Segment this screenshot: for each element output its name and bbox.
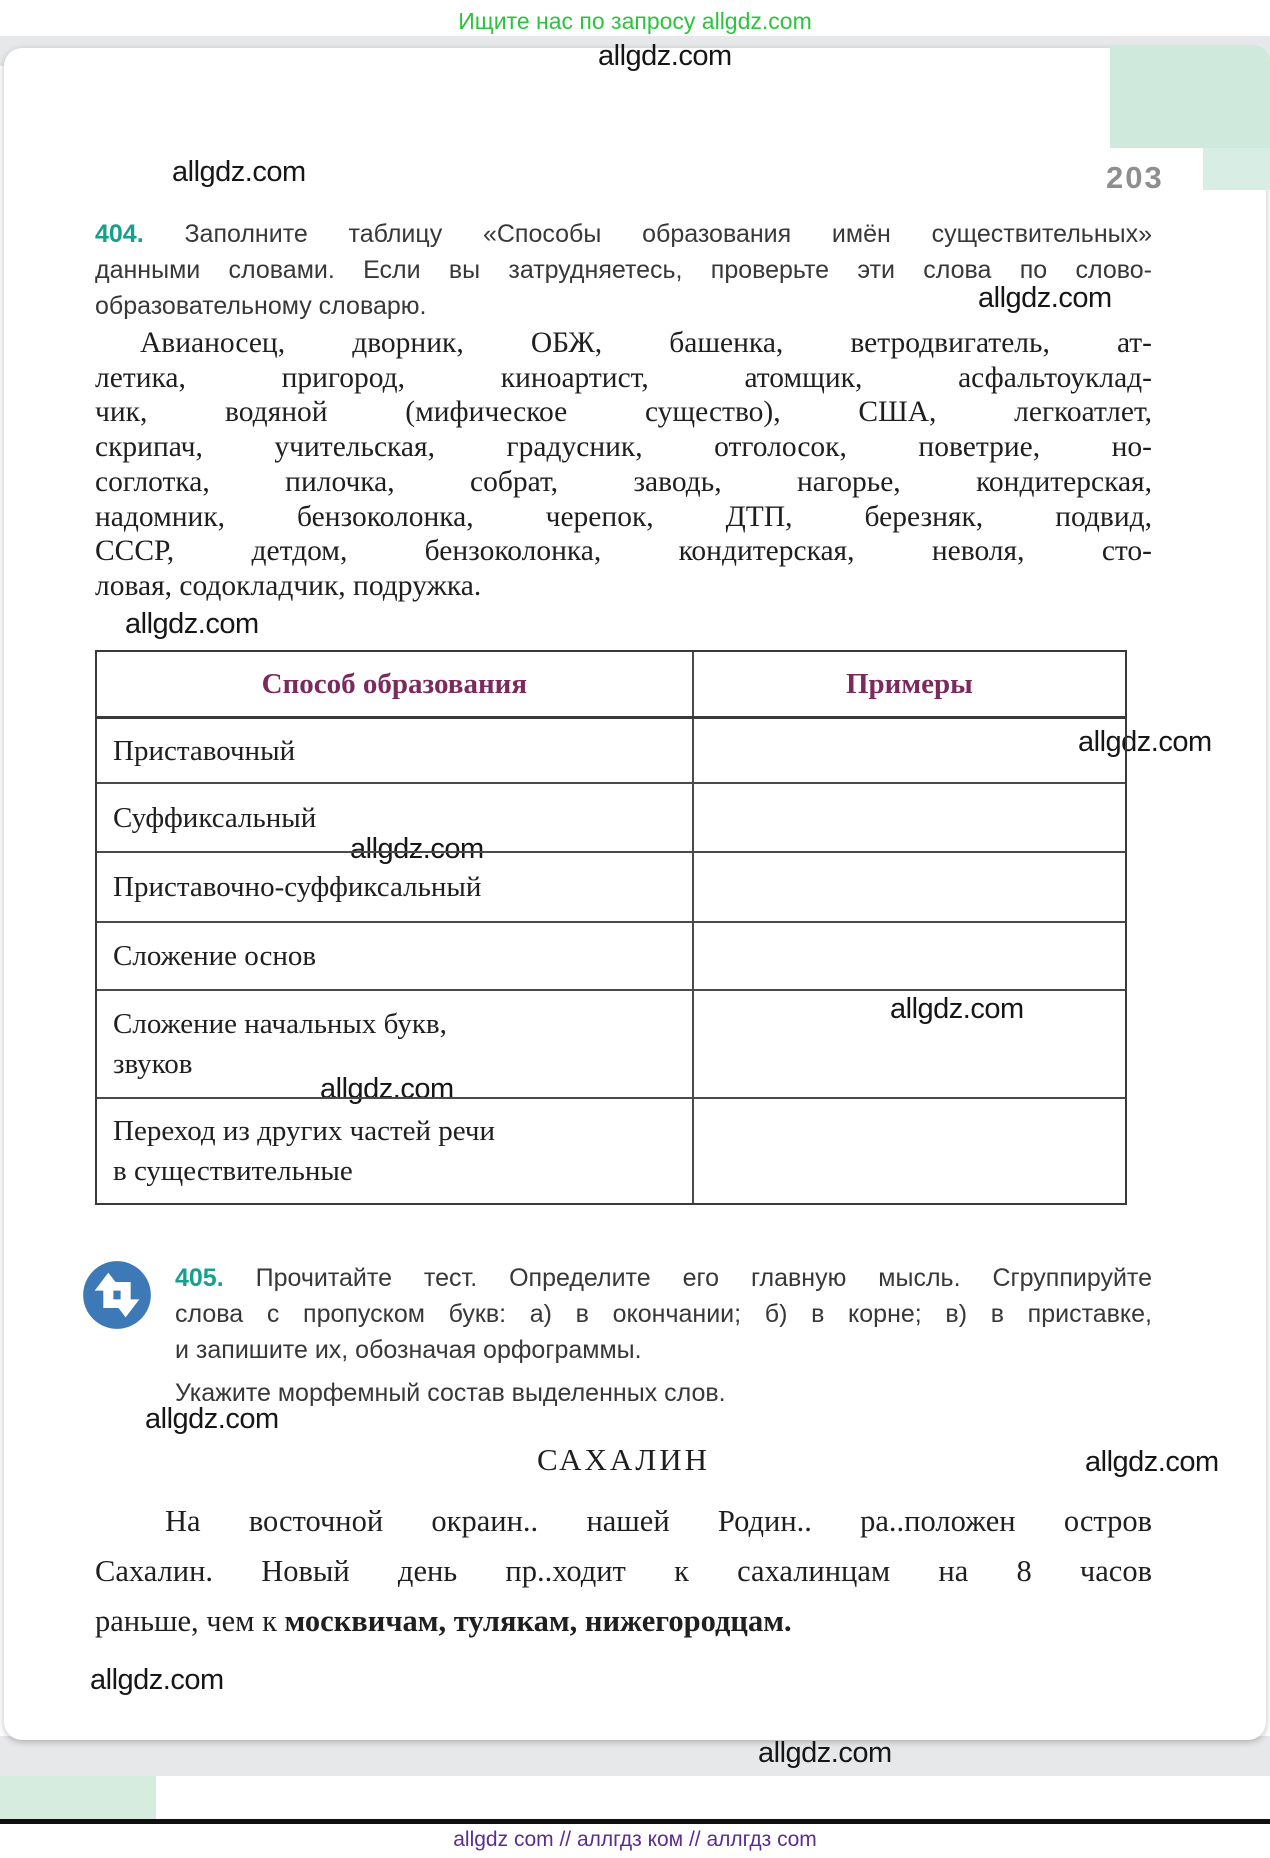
page-number: 203 [1106, 160, 1164, 195]
row-label: Приставочно-суффиксальный [113, 871, 482, 903]
exercise-405-line3: и запишите их, обозначая орфограммы. [175, 1336, 642, 1364]
footer-links: allgdz com // аллгдз ком // аллгдз com [453, 1828, 817, 1851]
watermark: allgdz.com [890, 993, 1024, 1025]
exercise-404-line3: образовательному словарю. [95, 292, 427, 320]
examples-cell-empty [692, 991, 1125, 1097]
exercise-404-number: 404. [95, 220, 144, 248]
table-header-examples-cell [692, 652, 1125, 716]
word-list [95, 326, 1152, 604]
watermark: allgdz.com [1078, 726, 1212, 758]
word-list-line: скрипач, учительская, градусник, отголосок, поветрие, но- [95, 431, 1152, 464]
word-list-line: Авианосец, дворник, ОБЖ, башенка, ветродвигатель, ат- [140, 327, 1152, 359]
watermark: allgdz.com [978, 282, 1112, 314]
table-header-examples: Примеры [845, 667, 973, 700]
examples-cell-empty [692, 784, 1125, 851]
row-label: Сложение основ [113, 940, 317, 972]
viewer-band-bottom [0, 1736, 1270, 1776]
exercise-404-line1 [95, 216, 1152, 252]
watermark: allgdz.com [172, 156, 306, 188]
formation-methods-table [95, 650, 1127, 1205]
sakhalin-line3-normal: раньше, чем к [95, 1604, 285, 1638]
exercise-404-text1: Заполните таблицу «Способы образования имён существительных» [184, 220, 1152, 248]
cycle-arrows-icon [81, 1259, 153, 1331]
divider-line [0, 1819, 1270, 1824]
table-row [97, 989, 1125, 1097]
examples-cell-empty [692, 923, 1125, 989]
word-list-line: соглотка, пилочка, собрат, заводь, нагорье, кондитерская, [95, 465, 1152, 498]
table-header-method-cell [97, 652, 692, 716]
table-row [97, 782, 1125, 851]
exercise-405 [175, 1260, 1152, 1411]
exercise-404 [95, 216, 1152, 324]
sakhalin-paragraph [95, 1496, 1152, 1646]
exercise-405-line4: Укажите морфемный состав выделенных слов. [175, 1379, 726, 1407]
exercise-405-line2: слова с пропуском букв: а) в окончании; б) в корне; в) в приставке, [175, 1300, 1152, 1328]
table-header-row [97, 652, 1125, 716]
watermark: allgdz.com [90, 1664, 224, 1696]
table-row [97, 851, 1125, 921]
exercise-405-number: 405. [175, 1264, 224, 1292]
sakhalin-line3-bold: москвичам, тулякам, нижегородцам. [284, 1604, 792, 1638]
table-row [97, 1097, 1125, 1203]
row-label: Сложение начальных букв, [113, 1008, 447, 1040]
watermark: allgdz.com [1085, 1446, 1219, 1478]
row-label: Переход из других частей речи [113, 1115, 496, 1147]
watermark: allgdz.com [125, 608, 259, 640]
sakhalin-line3 [95, 1596, 1152, 1646]
word-list-line: ловая, содокладчик, подружка. [95, 569, 482, 602]
sakhalin-title: САХАЛИН [536, 1442, 711, 1477]
corner-decoration-small [1203, 148, 1270, 190]
watermark: allgdz.com [145, 1403, 279, 1435]
word-list-line: летика, пригород, киноартист, атомщик, асфальтоуклад- [95, 361, 1152, 394]
sakhalin-line1: На восточной окраин.. нашей Родин.. ра..положен остров [165, 1504, 1152, 1538]
corner-decoration-large [1110, 45, 1270, 148]
watermark: allgdz.com [758, 1737, 892, 1769]
exercise-405-text1: Прочитайте тест. Определите его главную мысль. Сгруппируйте [255, 1264, 1152, 1292]
examples-cell-empty [692, 853, 1125, 921]
row-label: Суффиксальный [113, 801, 317, 834]
table-header-method: Способ образования [261, 667, 528, 700]
word-list-line: СССР, детдом, бензоколонка, кондитерская, неволя, сто- [95, 535, 1152, 568]
word-list-line: чик, водяной (мифическое существо), США, легкоатлет, [95, 396, 1152, 429]
exercise-405-line1 [175, 1260, 1152, 1296]
watermark: allgdz.com [598, 40, 732, 72]
exercise-404-line2: данными словами. Если вы затрудняетесь, проверьте эти слова по слово- [95, 256, 1152, 284]
table-row [97, 716, 1125, 782]
table-row [97, 921, 1125, 989]
watermark: allgdz.com [350, 833, 484, 865]
watermark: allgdz.com [320, 1073, 454, 1105]
row-label: в существительные [113, 1155, 353, 1187]
bottom-decoration [0, 1776, 156, 1819]
promo-banner: Ищите нас по запросу allgdz.com [458, 8, 812, 34]
word-list-line: надомник, бензоколонка, черепок, ДТП, березняк, подвид, [95, 500, 1152, 533]
row-label: Приставочный [113, 734, 296, 767]
examples-cell-empty [692, 1099, 1125, 1203]
examples-cell-empty [692, 719, 1125, 782]
row-label: звуков [113, 1048, 193, 1080]
sakhalin-line2: Сахалин. Новый день пр..ходит к сахалинцам на 8 часов [95, 1554, 1152, 1588]
